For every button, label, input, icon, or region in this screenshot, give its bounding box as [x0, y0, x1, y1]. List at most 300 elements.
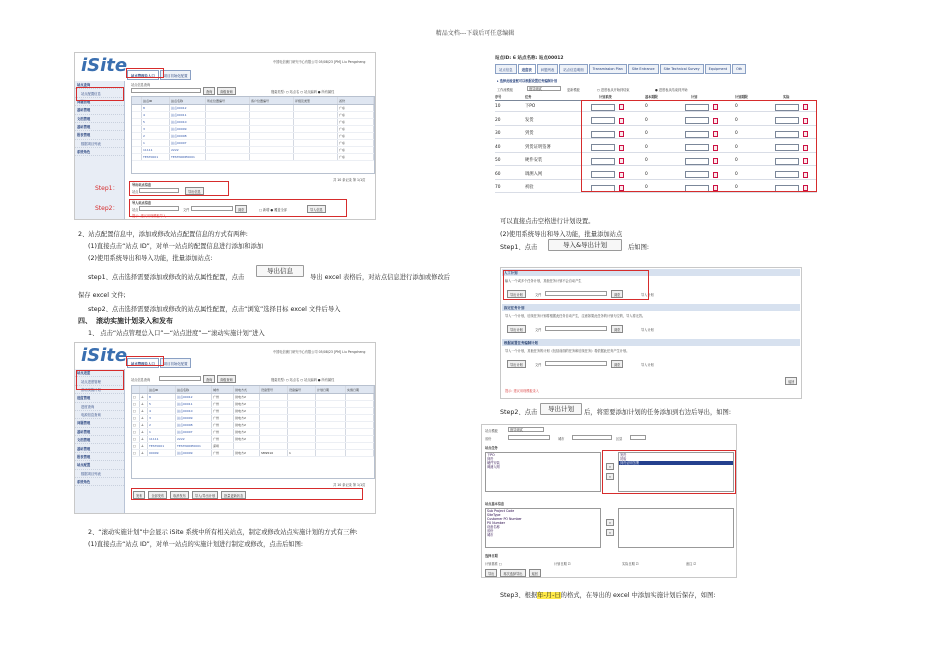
table-cell: [316, 429, 346, 435]
table-cell: [260, 422, 288, 428]
plan-subtitle[interactable]: ▸ 选择此检查框可以根据设置任务编制计划: [497, 79, 558, 83]
col-location: 所在位置编号: [206, 97, 250, 104]
nav-item[interactable]: 基站管理: [75, 444, 124, 452]
table-cell[interactable]: TEST0001: [148, 443, 176, 449]
table-cell: 广东: [338, 133, 374, 139]
table-cell: □: [132, 394, 140, 400]
table-cell: 供电方2: [234, 415, 260, 421]
step1-label: Step1：: [95, 185, 119, 192]
para-line: 后，将需要添加计划的任务添加到右边后导出，如图:: [584, 409, 731, 416]
table-cell: [346, 436, 374, 442]
nav-item[interactable]: 基站管理: [75, 106, 124, 114]
highlight-tab: [126, 68, 164, 78]
table-row[interactable]: [132, 429, 374, 436]
nav-item[interactable]: 进度管理: [75, 394, 124, 402]
table-cell[interactable]: TESTNODE0001: [170, 154, 206, 160]
radio-backward[interactable]: ● 进度表从结束到开始: [655, 88, 688, 92]
table-cell[interactable]: 11111: [142, 147, 170, 153]
nav-item[interactable]: 系统角色: [75, 478, 124, 486]
left-nav: [75, 81, 125, 220]
file-label: 文件: [535, 363, 542, 367]
table-cell: [250, 133, 294, 139]
tab-transmission-plan[interactable]: Transmission Plan: [589, 64, 627, 74]
plan-seq: 60: [495, 171, 501, 177]
para-line: 后如图:: [628, 244, 650, 251]
highlight-nav: [76, 87, 124, 101]
table-row[interactable]: [132, 415, 374, 422]
para-line: 2、“滚动实施计划”中会显示 iSite 系统中所有相关站点，制定或修改站点实施计划的方式有三种:: [88, 529, 358, 536]
search-type[interactable]: 搜索类型: ○ 站点名 ○ 站点编码 ● 所有属性: [271, 90, 335, 94]
table-cell: 广州: [212, 415, 234, 421]
table-cell[interactable]: 8: [148, 394, 176, 400]
nav-item[interactable]: 站点查询: [75, 81, 124, 89]
list-item[interactable]: Sub Project Code: [487, 509, 515, 513]
table-cell: [288, 415, 316, 421]
import-plan-button[interactable]: 导入计划: [641, 293, 654, 297]
table-cell: ♙: [140, 408, 148, 414]
table-cell[interactable]: 站点00008: [170, 133, 206, 139]
table-cell: 广东: [338, 126, 374, 132]
reselect-export-button[interactable]: 再次选择导出: [500, 569, 525, 577]
col-rating: 评级及类型: [294, 97, 338, 104]
table-cell: ♙: [140, 429, 148, 435]
table-cell[interactable]: 1: [148, 429, 176, 435]
unpublish-button[interactable]: 取消发布: [170, 491, 189, 499]
file-label: 文件: [535, 293, 542, 297]
browse-button[interactable]: 浏览: [611, 360, 623, 368]
col-plan: 计划: [691, 95, 698, 99]
col-site-id: 站点ID: [148, 386, 176, 393]
col-customer-loc: 客户位置编号: [250, 97, 294, 104]
table-cell: [346, 415, 374, 421]
table-cell: [288, 436, 316, 442]
table-cell[interactable]: 3: [148, 415, 176, 421]
import-file-input[interactable]: [191, 206, 233, 211]
nav-item[interactable]: 文档管理: [75, 436, 124, 444]
table-cell[interactable]: 5: [142, 119, 170, 125]
highlight-buttons: [131, 488, 363, 500]
table-cell[interactable]: 站点00010: [170, 119, 206, 125]
table-row[interactable]: [132, 112, 374, 119]
table-cell: [346, 450, 374, 456]
table-cell: 广州: [212, 408, 234, 414]
list-item[interactable]: 设备名称: [487, 525, 500, 529]
import-export-plan-button[interactable]: 导入/导出计划: [192, 491, 218, 499]
panel-desc-specified: 导入一个计划，后续任务计划将根据此任务自动产生，注意如果此任务的计划为空的，导入将无效。: [505, 314, 646, 318]
move-left-button[interactable]: «: [606, 473, 614, 480]
table-cell: [346, 394, 374, 400]
table-cell[interactable]: 2222: [176, 436, 212, 442]
template-label: 站点模板: [485, 429, 498, 433]
nav-item[interactable]: 问题管理: [75, 419, 124, 427]
list-item[interactable]: 发货: [620, 453, 627, 457]
date-option[interactable]: 实际日期 ☑: [622, 562, 639, 566]
table-cell: [288, 394, 316, 400]
plan-duration: 0: [645, 131, 648, 136]
panel-desc-manual: 输入一个或多个任务计划，其他任务计划不会自动产生: [505, 279, 582, 283]
isite-logo: iSite: [81, 55, 128, 76]
export-plan-button[interactable]: 导出计划: [507, 325, 526, 333]
search-label: 站点信息查询: [131, 378, 151, 382]
nav-item[interactable]: 数据项目列表: [75, 470, 124, 478]
table-cell: [346, 443, 374, 449]
table-cell[interactable]: 2222: [170, 147, 206, 153]
table-row[interactable]: [132, 140, 374, 147]
plan-task: 硬件安装: [525, 158, 543, 163]
table-cell: [206, 126, 250, 132]
table-cell: 深圳: [212, 443, 234, 449]
nav-item[interactable]: 进度查询: [75, 403, 124, 411]
table-cell: 供电方2: [234, 422, 260, 428]
plan-duration: 0: [735, 131, 738, 136]
tab-site-survey[interactable]: Site Technical Survey: [660, 64, 704, 74]
import-plan-button[interactable]: 导入计划: [641, 363, 654, 367]
table-cell: [260, 401, 288, 407]
tab-schedule[interactable]: 进度表: [518, 64, 536, 74]
para-line: (2)使用系统导出和导入功能，批量添加站点: [500, 231, 623, 238]
tab-site-manage[interactable]: 站点管理总入口: [127, 358, 159, 368]
plan-seq: 50: [495, 158, 501, 163]
table-cell: [250, 126, 294, 132]
header-note: 精品文档---下载后可任意编辑: [435, 30, 515, 37]
search-label: 站点信息查询: [131, 83, 151, 87]
plan-task: 发货: [525, 117, 534, 123]
table-cell: □: [132, 436, 140, 442]
update-template-button[interactable]: 更新模板: [567, 88, 580, 92]
plan-title: 站点ID: 6 站点名称: 站点00012: [495, 56, 564, 61]
panel-head-manual: 人工计划: [502, 269, 800, 276]
tab-issues[interactable]: 问题列表: [537, 64, 559, 74]
list-item[interactable]: PU Number: [487, 521, 506, 525]
screenshot-import-panel: [500, 267, 802, 399]
screenshot-site-config: [74, 52, 376, 220]
table-cell: [132, 147, 142, 153]
table-cell[interactable]: 站点00011: [170, 112, 206, 118]
province-select[interactable]: [508, 435, 550, 440]
table-cell[interactable]: 站点00007: [176, 429, 212, 435]
import-hint: 提示: 建议用现模板导入: [132, 214, 166, 218]
template-select[interactable]: 督导调试: [508, 427, 544, 432]
search-button[interactable]: 查询: [203, 375, 215, 383]
table-cell: ♙: [140, 450, 148, 456]
table-row[interactable]: [132, 408, 374, 415]
grid-pager[interactable]: 共 10 条记录 第 1/1页: [333, 178, 366, 182]
info-head: 站点基本信息: [485, 502, 505, 506]
table-cell: □: [132, 415, 140, 421]
table-row[interactable]: [132, 126, 374, 133]
table-row[interactable]: [132, 119, 374, 126]
col-task: 任务: [525, 95, 532, 99]
list-item[interactable]: 城市: [487, 533, 494, 537]
table-cell: [260, 429, 288, 435]
nav-item[interactable]: 系统角色: [75, 148, 124, 156]
list-item[interactable]: SiteType: [487, 513, 501, 517]
nav-item[interactable]: 站点配置信息: [75, 89, 124, 97]
table-cell: [316, 415, 346, 421]
table-cell: [250, 154, 294, 160]
col-site-id: 站点ID: [142, 97, 170, 104]
date-option[interactable]: 备注 ☑: [686, 562, 697, 566]
workflow-select[interactable]: 督导调试: [527, 86, 561, 91]
table-cell: 供电方2: [234, 450, 260, 456]
table-cell[interactable]: 3: [142, 126, 170, 132]
nav-item[interactable]: 站点进度管理: [75, 377, 124, 385]
tab-site-manage[interactable]: 站点管理总入口: [127, 70, 159, 80]
move-right-button[interactable]: »: [606, 519, 614, 526]
plan-duration: 0: [645, 104, 648, 109]
tab-site-info[interactable]: 站点信息: [495, 64, 517, 74]
list-item[interactable]: 到货证明签署: [619, 461, 733, 465]
table-row[interactable]: [132, 154, 374, 161]
col-base-duration: 基本期限: [645, 95, 658, 99]
search-input[interactable]: [131, 88, 201, 93]
file-input[interactable]: [545, 326, 607, 331]
date-option[interactable]: 计划日期 ☑: [554, 562, 571, 566]
search-button[interactable]: 查询: [203, 87, 215, 95]
tab-other[interactable]: Oth: [732, 64, 746, 74]
table-cell: ♙: [140, 422, 148, 428]
table-cell: [132, 126, 142, 132]
nav-item[interactable]: 电源信息查询: [75, 411, 124, 419]
table-cell: [206, 133, 250, 139]
table-cell: ♙: [140, 394, 148, 400]
table-cell: [316, 394, 346, 400]
search-input[interactable]: [159, 376, 201, 381]
nav-item[interactable]: 数据项目列表: [75, 140, 124, 148]
plan-task: 初验: [525, 185, 534, 190]
export-head: 导出站点信息: [132, 183, 152, 187]
highlight-selected-tasks: [602, 450, 736, 494]
table-row[interactable]: [132, 450, 374, 457]
left-nav: [75, 369, 125, 514]
table-row[interactable]: [132, 443, 374, 450]
section-step: 1、 点击“站点管理总入口”—“站点进度”—“滚动实施计划”进入: [88, 330, 265, 337]
table-cell: [316, 436, 346, 442]
highlight-panel: [503, 270, 649, 300]
col-model: 设备型号: [260, 386, 288, 393]
col-site-name: 站点名称: [170, 97, 206, 104]
export-button[interactable]: 导出: [485, 569, 497, 577]
advanced-search-button[interactable]: 高级查询: [217, 87, 236, 95]
table-cell[interactable]: 4: [148, 408, 176, 414]
tab-project-init[interactable]: 项目初始化配置: [160, 70, 192, 80]
list-item[interactable]: 到货: [487, 457, 494, 461]
table-cell: [294, 133, 338, 139]
table-cell[interactable]: 站点00011: [176, 401, 212, 407]
table-cell: [346, 408, 374, 414]
plan-duration: 0: [735, 171, 738, 177]
export-info-button[interactable]: 导出信息: [185, 187, 204, 195]
grid-pager[interactable]: 共 10 条记录 第 1/1页: [333, 483, 366, 487]
table-cell: [288, 408, 316, 414]
table-row[interactable]: [132, 394, 374, 401]
panel-head-predecessor: 根据前置任务编制计划: [502, 339, 800, 346]
table-cell[interactable]: 站点00012: [170, 105, 206, 111]
export-plan-inline-button: 导出计划: [540, 403, 582, 415]
radio-forward[interactable]: ○ 进度表从开始到结束: [597, 88, 630, 92]
import-plan-button[interactable]: 导入计划: [641, 328, 654, 332]
table-cell: [316, 450, 346, 456]
import-options[interactable]: □ 新增 ● 覆盖全部: [259, 208, 287, 212]
list-item[interactable]: 省份: [487, 529, 494, 533]
available-info-list[interactable]: [485, 508, 601, 548]
date-option[interactable]: 计划基准 □: [485, 562, 502, 566]
plan-duration: 0: [735, 117, 738, 123]
list-item[interactable]: 硬件安装: [487, 461, 500, 465]
import-file-label: 文件: [183, 208, 190, 212]
table-cell: 广东: [338, 112, 374, 118]
nav-item[interactable]: 报表管理: [75, 453, 124, 461]
table-cell[interactable]: 站点00007: [170, 140, 206, 146]
col-site-name: 站点名称: [176, 386, 212, 393]
table-cell[interactable]: 1: [142, 140, 170, 146]
tab-site-detail[interactable]: 站点信息明细: [559, 64, 587, 74]
table-cell: [206, 154, 250, 160]
table-cell: [316, 401, 346, 407]
import-head: 导入站点信息: [132, 201, 152, 205]
export-plan-button[interactable]: 导出计划: [507, 290, 526, 298]
table-row[interactable]: [132, 147, 374, 154]
screenshot-plan-detail: [493, 52, 819, 200]
back-button[interactable]: 返回: [785, 377, 797, 385]
highlight-nav: [76, 370, 124, 390]
move-left-button[interactable]: «: [606, 529, 614, 536]
list-item[interactable]: 下PO: [487, 453, 495, 457]
city-select[interactable]: [572, 435, 612, 440]
table-row[interactable]: [132, 105, 374, 112]
plan-grid: [131, 385, 375, 479]
section-number: 四、: [78, 317, 92, 325]
table-cell[interactable]: 站点00008: [176, 422, 212, 428]
export-plan-button[interactable]: 导出计划: [507, 360, 526, 368]
table-cell[interactable]: 5: [148, 401, 176, 407]
nav-item[interactable]: 基站管理: [75, 428, 124, 436]
import-info-button[interactable]: 导入信息: [307, 205, 326, 213]
table-cell: [132, 119, 142, 125]
advanced-search-button[interactable]: 高级查询: [217, 375, 236, 383]
table-cell: ♙: [140, 415, 148, 421]
batch-update-button[interactable]: 批量更新状态: [221, 491, 246, 499]
export-field[interactable]: [139, 188, 179, 193]
table-cell: 供电方2: [234, 401, 260, 407]
para-line: 保存 excel 文件;: [78, 292, 126, 299]
table-cell[interactable]: 站点00009: [170, 126, 206, 132]
col-select: [132, 97, 142, 104]
move-right-button[interactable]: »: [606, 463, 614, 470]
browse-button[interactable]: 浏览: [235, 205, 247, 213]
import-export-inline-button: 导入&导出计划: [548, 239, 622, 251]
nav-item[interactable]: 文档管理: [75, 115, 124, 123]
site-grid: [131, 96, 375, 174]
table-cell: 供电方2: [234, 394, 260, 400]
area-select[interactable]: [630, 435, 646, 440]
nav-item[interactable]: 报表管理: [75, 131, 124, 139]
table-cell[interactable]: TESTNODE0001: [176, 443, 212, 449]
table-cell: □: [132, 429, 140, 435]
publish-button[interactable]: 发布: [133, 491, 145, 499]
table-cell: 1: [288, 450, 316, 456]
grid-header: [132, 97, 374, 105]
table-cell[interactable]: 4: [142, 112, 170, 118]
col-device-no: 设备编号: [288, 386, 316, 393]
nav-item[interactable]: 滚动实施计划: [75, 386, 124, 394]
table-row[interactable]: [132, 422, 374, 429]
table-cell: □: [132, 401, 140, 407]
plan-seq: 30: [495, 131, 501, 136]
table-cell: [288, 401, 316, 407]
available-tasks-list[interactable]: [485, 452, 601, 492]
para-line: (1)直接点击“站点 ID”，对单一站点的实施计划进行制定或修改，点击后如图:: [88, 541, 304, 548]
nav-item[interactable]: 站点配置: [75, 461, 124, 469]
table-cell[interactable]: 2: [142, 133, 170, 139]
table-cell[interactable]: 站点00012: [176, 394, 212, 400]
table-cell: [250, 119, 294, 125]
search-type[interactable]: 搜索类型: ○ 站点名 ○ 站点编码 ● 所有属性: [271, 378, 335, 382]
date-format-highlight: 年-月-日: [537, 592, 561, 599]
table-cell: 供电方2: [234, 408, 260, 414]
browse-button[interactable]: 浏览: [611, 290, 623, 298]
import-field[interactable]: [139, 206, 179, 211]
table-cell: [288, 422, 316, 428]
table-cell: [294, 154, 338, 160]
table-cell[interactable]: 8: [142, 105, 170, 111]
nav-item[interactable]: 基站管理: [75, 123, 124, 131]
para-line: Step2、点击: [500, 409, 538, 416]
browse-button[interactable]: 浏览: [611, 325, 623, 333]
province-label: 省份: [485, 437, 492, 441]
para-line: (2)使用系统导出和导入功能，批量添加站点:: [88, 255, 213, 262]
plan-duration: 0: [645, 185, 648, 190]
plan-seq: 70: [495, 185, 501, 190]
list-item[interactable]: 初验: [620, 457, 627, 461]
table-row[interactable]: [132, 401, 374, 408]
table-row[interactable]: [132, 133, 374, 140]
table-cell[interactable]: 2: [148, 422, 176, 428]
back-button[interactable]: 返回: [529, 569, 541, 577]
list-item[interactable]: Customer PO Number: [487, 517, 522, 521]
table-cell: [294, 105, 338, 111]
tab-site-entrance[interactable]: Site Entrance: [628, 64, 659, 74]
step2-label: Step2：: [95, 205, 119, 212]
panel-head-specified: 指定任务计划: [502, 304, 800, 311]
table-row[interactable]: [132, 436, 374, 443]
table-cell[interactable]: TEST0001: [142, 154, 170, 160]
table-cell: [206, 147, 250, 153]
table-cell: [132, 133, 142, 139]
col-icon: [140, 386, 148, 393]
table-cell[interactable]: 站点00009: [176, 450, 212, 456]
table-cell[interactable]: 站点00009: [176, 415, 212, 421]
table-cell: [132, 112, 142, 118]
tab-project-init[interactable]: 项目初始化配置: [160, 358, 192, 368]
select-button-bar: [485, 569, 541, 577]
plan-task: 到货: [525, 131, 534, 136]
table-cell: 广东: [338, 119, 374, 125]
tab-equipment[interactable]: Equipment: [705, 64, 731, 74]
file-input[interactable]: [545, 361, 607, 366]
selected-info-list[interactable]: [618, 508, 734, 548]
table-cell[interactable]: 00009: [148, 450, 176, 456]
table-cell[interactable]: 11111: [148, 436, 176, 442]
publish-all-button[interactable]: 全部发布: [148, 491, 167, 499]
list-item[interactable]: 调测入网: [487, 465, 500, 469]
nav-item[interactable]: 站点进度: [75, 369, 124, 377]
table-cell[interactable]: 站点00010: [176, 408, 212, 414]
isite-logo: iSite: [81, 345, 128, 366]
plan-seq: 20: [495, 117, 501, 123]
nav-item[interactable]: 问题管理: [75, 98, 124, 106]
table-cell: [288, 443, 316, 449]
